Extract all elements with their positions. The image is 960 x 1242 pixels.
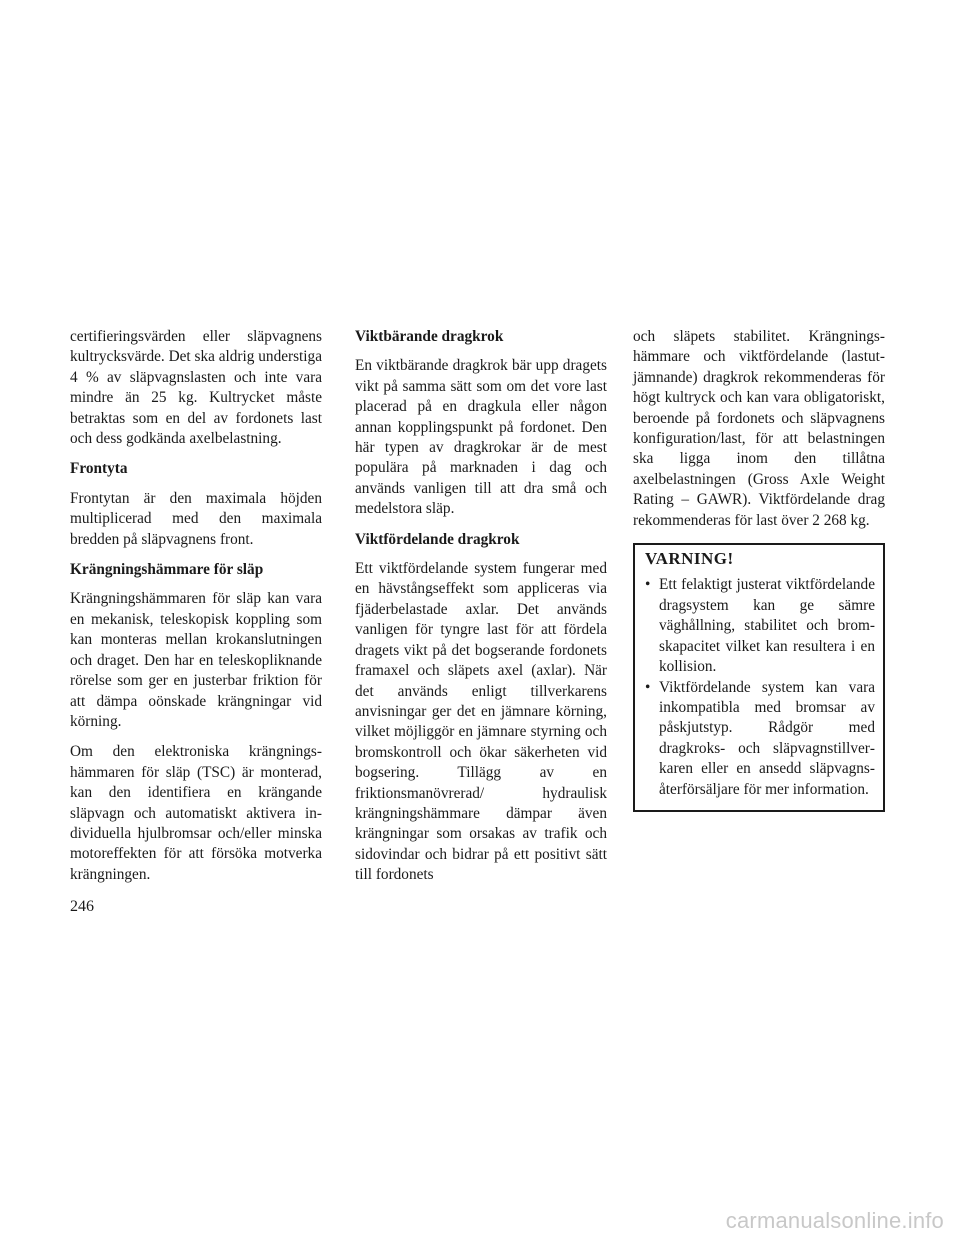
text-column-left — [70, 327, 322, 895]
heading-krangningshammare: Krängningshämmare för släp — [70, 561, 264, 579]
bullet-icon: • — [645, 678, 651, 696]
warning-item — [645, 678, 875, 800]
heading-viktfordelande-dragkrok: Viktfördelande dragkrok — [355, 530, 520, 548]
warning-item-text: Viktfördelande system kan vara inkompatibla med bromsar av påskjutstyp. Rådgör med dragkroks- och släpvagnstillverkaren eller en ansedd släpvagnsåterförsäljare för mer information. — [659, 678, 875, 798]
watermark: carmanualsonline.info — [725, 1208, 944, 1233]
warning-list — [645, 575, 875, 799]
page-number: 246 — [70, 898, 94, 915]
warning-box — [633, 543, 885, 812]
text-column-middle — [355, 327, 607, 896]
heading-viktbarande-dragkrok: Viktbärande dragkrok — [355, 328, 504, 345]
paragraph-krangningshammare-2: Om den elektroniska krängningshämmaren för släp (TSC) är monterad, kan den identifiera en krängande släpvagn och automatiskt aktivera individuella hjulbromsar och/eller minska motoreffekten för att försöka motverka krängningen. — [70, 743, 322, 883]
warning-item-text: Ett felaktigt justerat viktfördelande dragsystem kan ge sämre väghållning, stabilitet och bromskapacitet vilket kan resultera i en kollision. — [659, 576, 875, 676]
warning-title: VARNING! — [645, 549, 734, 569]
paragraph-frontyta: Frontytan är den maximala höjden multiplicerad med den maximala bredden på släpvagnens front. — [70, 489, 322, 548]
paragraph-kultryck: certifieringsvärden eller släpvagnens kultrycksvärde. Det ska aldrig understiga 4 % av släpvagnslasten och inte vara mindre än 25 kg. Kultrycket måste betraktas som en del av fordonets last och dess godkända axelbelastning. — [70, 328, 322, 448]
paragraph-viktfordelande-dragkrok: Ett viktfördelande system fungerar med en hävstångseffekt som appliceras via fjäderbelastade axlar. Det används vanligen för tyngre last för att fördela dragets vikt på det bogserande fordonets framaxel och släpets axel (axlar). När det används enligt tillverkarens anvisningar ger det en jämnare körning, vilket möjliggör en jämnare styrning och bromskontroll och ökar säkerheten vid bogsering. Tillägg av en friktionsmanövrerad/ hydraulisk krängningshämmare dämpar även krängningar som orsakas av trafik och sidovindar och bidrar på ett positivt sätt till fordonets — [355, 560, 607, 884]
paragraph-krangningshammare-1: Krängningshämmaren för släp kan vara en mekanisk, teleskopisk koppling som kan monteras mellan krokanslutningen och draget. Den har en teleskopliknande rörelse som ger en justerbar friktion för att dämpa oönskade krängningar vid körning. — [70, 590, 322, 730]
text-column-right — [633, 327, 885, 812]
paragraph-viktbarande-dragkrok: En viktbärande dragkrok bär upp dragets vikt på samma sätt som om det vore last placerad på en dragkula eller någon annan kopplingspunkt på fordonet. Den här typen av dragkrokar är de mest populära på marknaden i dag och används vanligen till att dra små och medelstora släp. — [355, 357, 607, 518]
warning-item — [645, 575, 875, 677]
paragraph-stabilitet: och släpets stabilitet. Krängningshämmare och viktfördelande (lastutjämnande) dragkrok rekommenderas för högt kultryck och kan vara obligatoriskt, beroende på fordonets och släpvagnens konfiguration/last, för att belastningen ska ligga inom den tillåtna axelbelastningen (Gross Axle Weight Rating – GAWR). Viktfördelande drag rekommenderas för last över 2 268 kg. — [633, 328, 885, 529]
heading-frontyta: Frontyta — [70, 460, 128, 478]
bullet-icon: • — [645, 576, 651, 594]
